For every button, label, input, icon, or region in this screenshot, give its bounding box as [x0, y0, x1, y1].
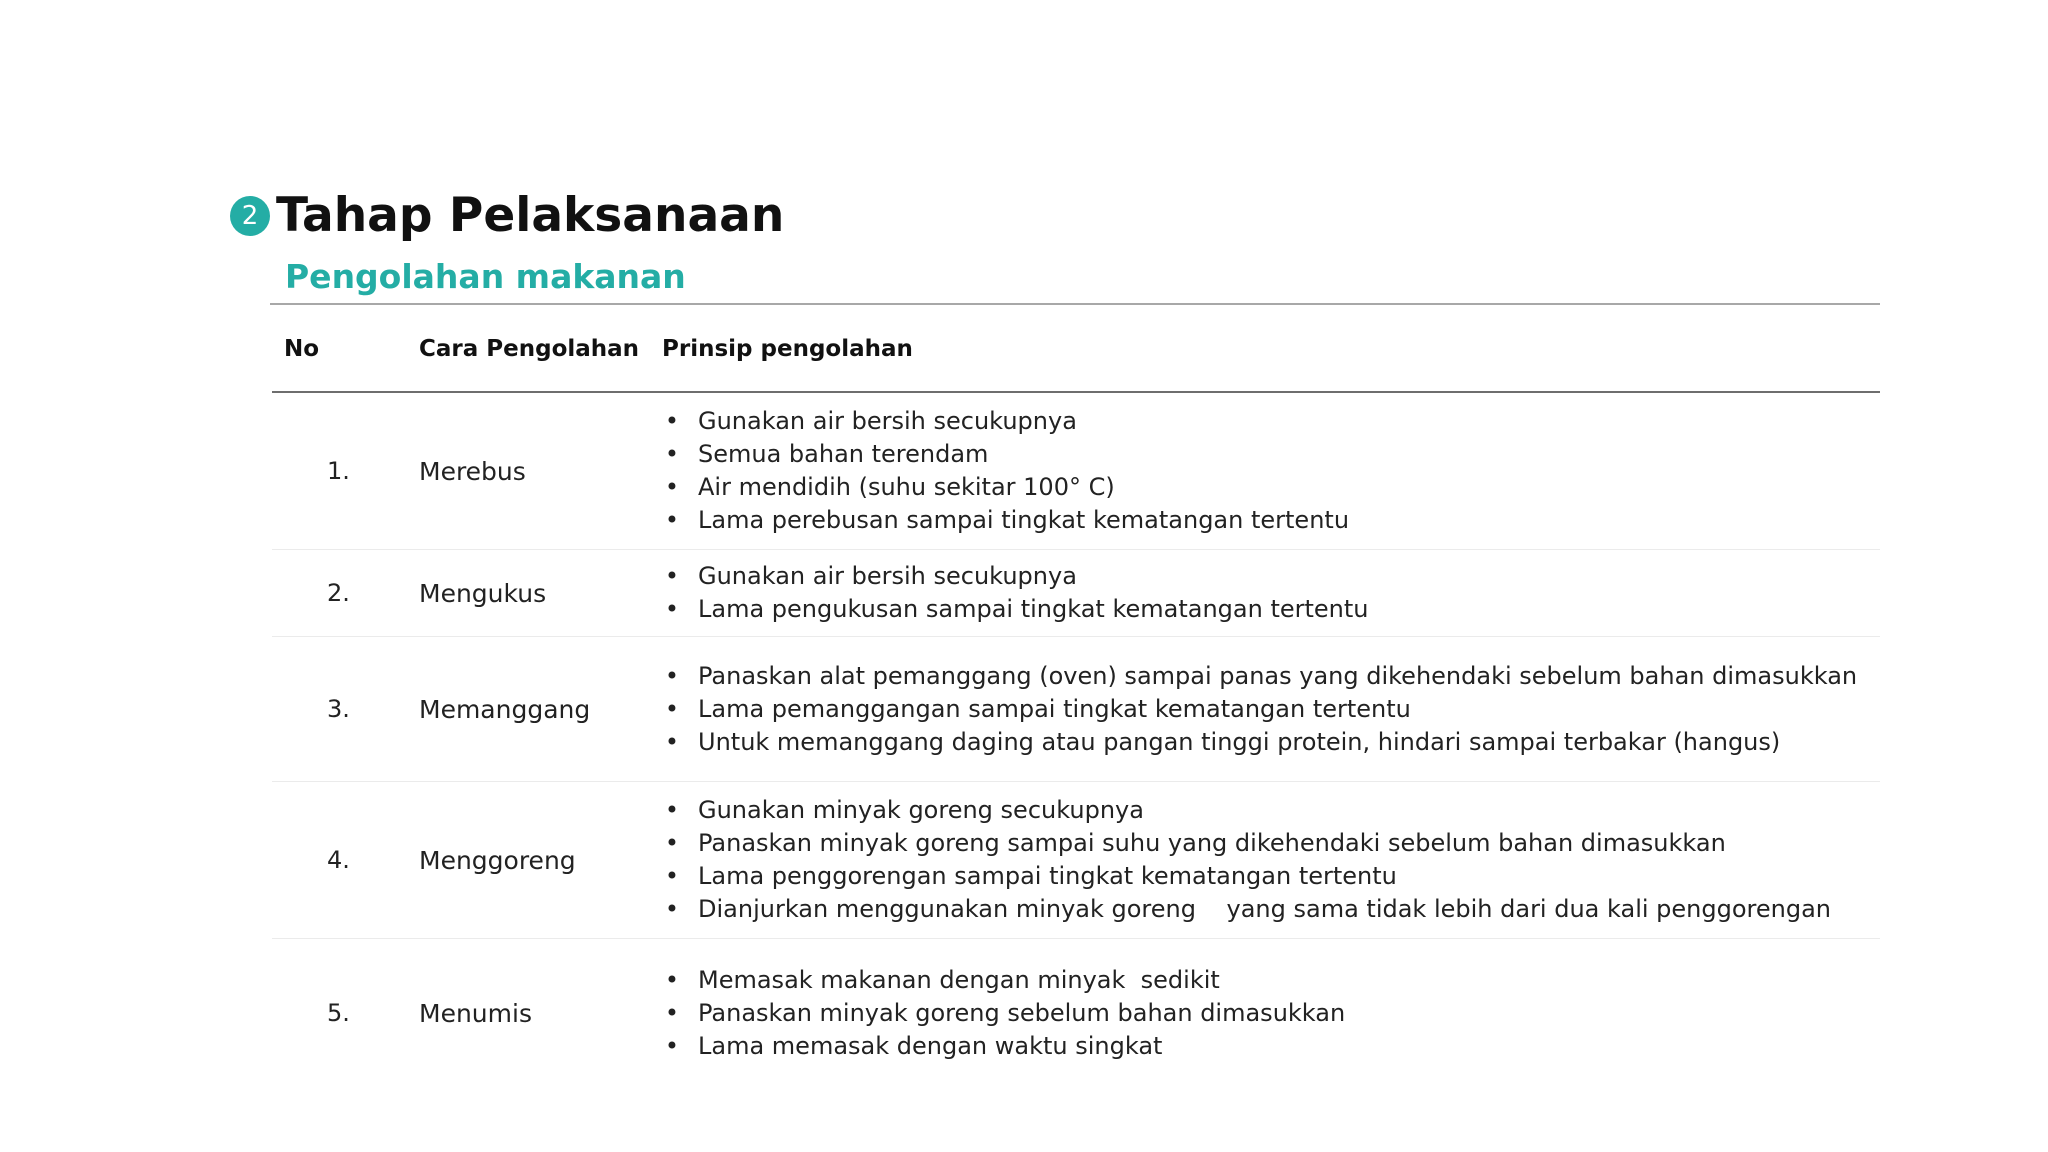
principle-text: Panaskan alat pemanggang (oven) sampai panas yang dikehendaki sebelum bahan dimasukkan [698, 661, 1858, 690]
cooking-principles [662, 405, 1880, 537]
column-header-no: No [284, 336, 320, 362]
principle-item [662, 860, 1880, 893]
row-number: 1. [327, 457, 350, 485]
principle-item [662, 893, 1880, 926]
cooking-method: Menumis [419, 998, 532, 1028]
principle-text: Memasak makanan dengan minyak sedikit [698, 965, 1220, 994]
principle-text: Lama penggorengan sampai tingkat kematangan tertentu [698, 862, 1397, 890]
principle-text: Untuk memanggang daging atau pangan tinggi protein, hindari sampai terbakar (hangus) [698, 727, 1781, 756]
principle-text: Air mendidih (suhu sekitar 100° C) [698, 473, 1115, 501]
principle-text: Panaskan minyak goreng sampai suhu yang dikehendaki sebelum bahan dimasukkan [698, 829, 1726, 857]
principle-item [662, 827, 1880, 860]
cooking-method: Memanggang [419, 694, 591, 724]
principle-text: Gunakan air bersih secukupnya [698, 562, 1077, 590]
principle-item [662, 997, 1880, 1030]
principle-text: Gunakan minyak goreng secukupnya [698, 796, 1144, 824]
table-row [272, 939, 1880, 1087]
principle-item [662, 471, 1880, 504]
cooking-principles [662, 964, 1880, 1063]
table-row [272, 550, 1880, 637]
cooking-principles [662, 794, 1880, 926]
bullet-icon: • [664, 407, 680, 435]
bullet-icon: • [664, 562, 680, 590]
cooking-principles [662, 560, 1880, 626]
cooking-method: Menggoreng [419, 845, 576, 875]
column-header-prinsip-pengolahan: Prinsip pengolahan [662, 336, 913, 362]
principle-text: Dianjurkan menggunakan minyak goreng yang sama tidak lebih dari dua kali penggorengan [698, 895, 1831, 923]
bullet-icon: • [664, 895, 680, 923]
cooking-method: Mengukus [419, 578, 547, 608]
page-title: Tahap Pelaksanaan [276, 188, 785, 243]
bullet-icon: • [664, 862, 680, 890]
bullet-icon: • [664, 506, 680, 534]
principle-text: Lama memasak dengan waktu singkat [698, 1031, 1163, 1060]
bullet-icon: • [664, 998, 680, 1027]
row-number: 3. [327, 695, 350, 723]
table-row [272, 393, 1880, 550]
bullet-icon: • [664, 661, 680, 690]
cooking-principles [662, 660, 1880, 759]
bullet-icon: • [664, 440, 680, 468]
principle-item [662, 593, 1880, 626]
principle-item [662, 794, 1880, 827]
principle-text: Panaskan minyak goreng sebelum bahan dimasukkan [698, 998, 1346, 1027]
principle-item [662, 560, 1880, 593]
principle-item [662, 1030, 1880, 1063]
processing-table [272, 305, 1880, 1087]
principle-text: Lama perebusan sampai tingkat kematangan tertentu [698, 506, 1350, 534]
table-row [272, 782, 1880, 939]
bullet-icon: • [664, 1031, 680, 1060]
bullet-icon: • [664, 727, 680, 756]
cooking-method: Merebus [419, 456, 526, 486]
principle-item [662, 726, 1880, 759]
principle-text: Semua bahan terendam [698, 440, 989, 468]
principle-item [662, 438, 1880, 471]
principle-item [662, 504, 1880, 537]
column-header-cara-pengolahan: Cara Pengolahan [419, 336, 640, 362]
bullet-icon: • [664, 965, 680, 994]
table-row [272, 637, 1880, 782]
row-number: 2. [327, 579, 350, 607]
principle-text: Gunakan air bersih secukupnya [698, 407, 1077, 435]
step-number-badge: 2 [230, 196, 270, 236]
principle-item [662, 693, 1880, 726]
bullet-icon: • [664, 796, 680, 824]
principle-item [662, 660, 1880, 693]
principle-text: Lama pengukusan sampai tingkat kematangan tertentu [698, 595, 1369, 623]
principle-item [662, 964, 1880, 997]
bullet-icon: • [664, 829, 680, 857]
bullet-icon: • [664, 694, 680, 723]
principle-item [662, 405, 1880, 438]
row-number: 5. [327, 999, 350, 1027]
page-subtitle: Pengolahan makanan [285, 257, 686, 296]
bullet-icon: • [664, 595, 680, 623]
row-number: 4. [327, 846, 350, 874]
principle-text: Lama pemanggangan sampai tingkat kematangan tertentu [698, 694, 1411, 723]
table-header [272, 305, 1880, 393]
bullet-icon: • [664, 473, 680, 501]
